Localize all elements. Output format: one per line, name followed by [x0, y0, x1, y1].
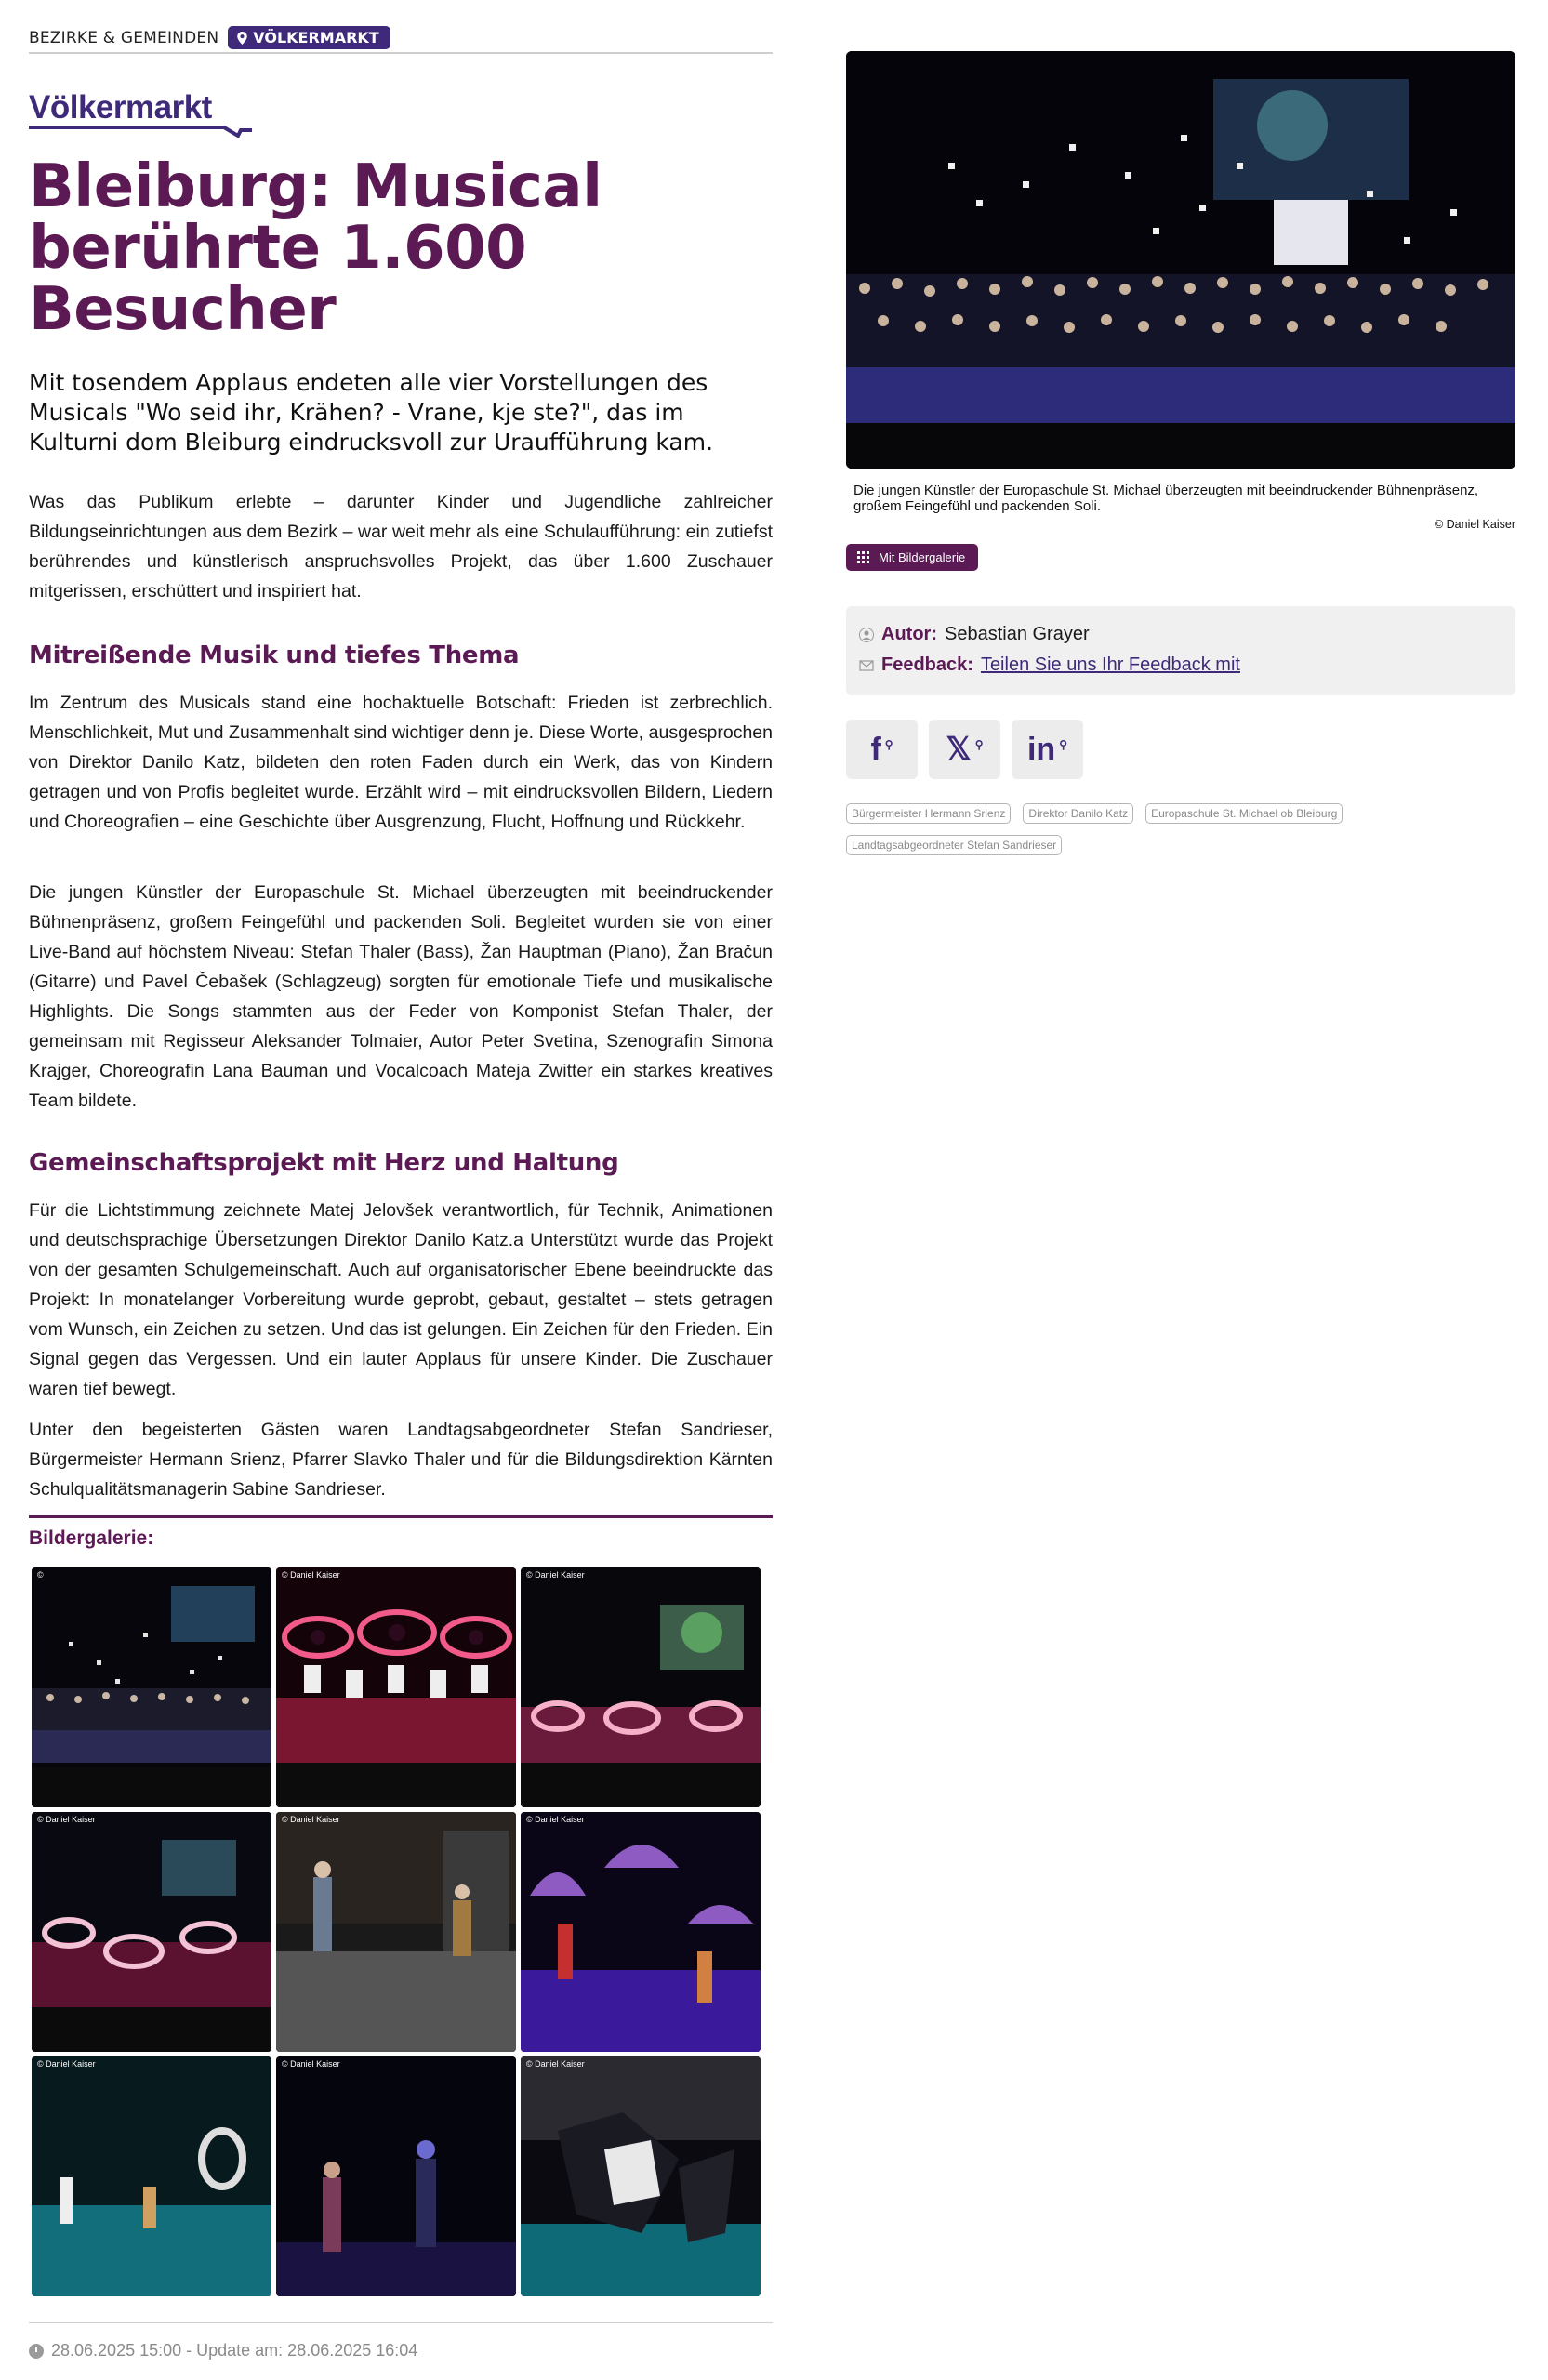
image-gallery [32, 1567, 761, 2296]
sidebar-column [846, 51, 1515, 855]
open-gallery-button[interactable] [846, 544, 978, 571]
photo-credit: © Daniel Kaiser [526, 1815, 585, 1824]
tag[interactable]: Europaschule St. Michael ob Bleiburg [1145, 803, 1343, 824]
gallery-thumbnail[interactable] [32, 1567, 271, 1807]
location-badge-label: VÖLKERMARKT [253, 29, 379, 46]
photo-credit: © Daniel Kaiser [282, 1815, 340, 1824]
stage-photo [846, 51, 1515, 469]
photo-credit: © Daniel Kaiser [37, 1815, 96, 1824]
gallery-thumbnail[interactable] [32, 2056, 271, 2296]
stage-photo [521, 1812, 761, 2052]
linkedin-icon: in [1026, 731, 1056, 767]
photo-credit: © [37, 1570, 44, 1580]
gallery-thumbnail[interactable] [276, 1567, 516, 1807]
stage-photo [276, 2056, 516, 2296]
paragraph: Was das Publikum erlebte – darunter Kinder und Jugendliche zahlreicher Bildungseinrichtungen aus dem Bezirk – war weit mehr als eine Schulaufführung: ein zutiefst berührendes und künstlerisch anspruchsvolles Projekt, das über 1.600 Zuschauer mitgerissen, erschüttert und inspiriert hat. [29, 492, 773, 602]
paragraph: Die jungen Künstler der Europaschule St. Michael überzeugten mit beeindruckender Bühnenpräsenz, großem Feingefühl und packenden Soli. Begleitet wurden sie von einer Live-Band auf höchstem Niveau: Stefan Thaler (Bass), Žan Hauptman (Piano), Žan Bračun (Gitarre) und Pavel Čebašek (Schlagzeug) sorgten für emotionale Tiefe und musikalische Highlights. Die Songs stammten aus der Feder von Komponist Stefan Thaler, der gemeinsam mit Regisseur Aleksander Tolmaier, Autor Peter Svetina, Szenografin Simona Krajger, Choreografin Lana Bauman und Vocalcoach Mateja Zwitter ein starkes kreatives Team bildete. [29, 882, 773, 1111]
header-divider [29, 52, 773, 54]
stage-photo [32, 2056, 271, 2296]
x-icon: 𝕏 [946, 732, 972, 767]
open-gallery-label: Mit Bildergalerie [879, 550, 966, 564]
article-lead: Mit tosendem Applaus endeten alle vier Vorstellungen des Musicals "Wo seid ihr, Krähen? - Vrane, kje ste?", das im Kulturni dom Bleiburg eindrucksvoll zur Uraufführung kam. [29, 369, 714, 456]
link-icon: ⚲ [1059, 738, 1067, 751]
user-icon [859, 628, 874, 642]
stage-photo [32, 1567, 271, 1807]
feedback-label: Feedback: [881, 654, 973, 675]
hero-credit: © Daniel Kaiser [1434, 518, 1515, 531]
gallery-thumbnail[interactable] [521, 2056, 761, 2296]
stage-photo [521, 1567, 761, 1807]
facebook-icon: f [870, 731, 881, 767]
paragraph: Für die Lichtstimmung zeichnete Matej Jelovšek verantwortlich, für Technik, Animationen und deutschsprachige Übersetzungen Direktor Danilo Katz.a Unterstützt wurde das Projekt von der gesamten Schulgemeinschaft. Auch auf organisatorischer Ebene beeindruckte das Projekt: In monatelanger Vorbereitung wurde geprobt, gebaut, gestaltet – stets getragen vom Wunsch, ein Zeichen zu setzen. Und das ist gelungen. Ein Zeichen für den Frieden. Ein Signal gegen das Vergessen. Und ein lauter Applaus für unsere Kinder. Die Zuschauer waren tief bewegt. [29, 1200, 773, 1399]
share-facebook-button[interactable] [846, 720, 918, 779]
stage-photo [276, 1812, 516, 2052]
tag[interactable]: Bürgermeister Hermann Srienz [846, 803, 1011, 824]
region-logo[interactable] [29, 89, 252, 138]
article-title: Bleiburg: Musical berührte 1.600 Besucher [29, 152, 602, 344]
paragraph: Unter den begeisterten Gästen waren Landtagsabgeordneter Stefan Sandrieser, Bürgermeister Hermann Srienz, Pfarrer Slavko Thaler und für die Bildungsdirektion Kärnten Schulqualitätsmanagerin Sabine Sandrieser. [29, 1420, 773, 1500]
tag[interactable]: Landtagsabgeordneter Stefan Sandrieser [846, 835, 1062, 855]
feedback-link[interactable]: Teilen Sie uns Ihr Feedback mit [980, 654, 1240, 675]
footer-divider [29, 2322, 773, 2323]
share-linkedin-button[interactable] [1012, 720, 1083, 779]
location-badge[interactable] [228, 26, 390, 49]
stage-photo [32, 1812, 271, 2052]
author-box [846, 606, 1515, 695]
share-x-button[interactable] [929, 720, 1000, 779]
gallery-heading: Bildergalerie: [29, 1527, 154, 1549]
grid-icon [857, 551, 869, 563]
publish-date-text: 28.06.2025 15:00 - Update am: 28.06.2025 16:04 [51, 2341, 418, 2360]
photo-credit: © Daniel Kaiser [282, 2059, 340, 2069]
logo-underline-swoosh [29, 125, 252, 138]
share-bar [846, 720, 1515, 779]
tag[interactable]: Direktor Danilo Katz [1023, 803, 1133, 824]
photo-credit: © Daniel Kaiser [37, 2059, 96, 2069]
stage-photo [276, 1567, 516, 1807]
breadcrumb [29, 26, 390, 49]
gallery-thumbnail[interactable] [276, 1812, 516, 2052]
map-pin-icon [237, 32, 247, 45]
paragraph: Im Zentrum des Musicals stand eine hochaktuelle Botschaft: Frieden ist zerbrechlich. Menschlichkeit, Mut und Zusammenhalt sind wichtiger denn je. Diese Worte, ausgesprochen von Direktor Danilo Katz, bildeten den roten Faden durch ein Werk, das von Kindern getragen und von Profis begleitet wurde. Erzählt wird – mit eindrucksvollen Bildern, Liedern und Choreografien – eine Geschichte über Ausgrenzung, Flucht, Hoffnung und Rückkehr. [29, 693, 773, 832]
hero-image[interactable] [846, 51, 1515, 469]
gallery-thumbnail[interactable] [521, 1812, 761, 2052]
photo-credit: © Daniel Kaiser [282, 1570, 340, 1580]
author-row [859, 619, 1502, 650]
link-icon: ⚲ [884, 738, 893, 751]
gallery-thumbnail[interactable] [32, 1812, 271, 2052]
link-icon: ⚲ [974, 738, 984, 751]
breadcrumb-section[interactable]: BEZIRKE & GEMEINDEN [29, 28, 219, 47]
photo-credit: © Daniel Kaiser [526, 2059, 585, 2069]
tag-list [846, 803, 1478, 855]
gallery-thumbnail[interactable] [276, 2056, 516, 2296]
author-name[interactable]: Sebastian Grayer [944, 624, 1090, 644]
region-logo-text: Völkermarkt [29, 89, 212, 126]
mail-icon [859, 658, 874, 673]
gallery-thumbnail[interactable] [521, 1567, 761, 1807]
photo-credit: © Daniel Kaiser [526, 1570, 585, 1580]
publish-date [29, 2341, 417, 2360]
author-label: Autor: [881, 624, 937, 644]
section-heading: Mitreißende Musik und tiefes Thema [29, 641, 520, 669]
gallery-divider [29, 1515, 773, 1518]
hero-caption: Die jungen Künstler der Europaschule St. Michael überzeugten mit beeindruckender Bühnenpräsenz, großem Feingefühl und packenden Soli. [853, 483, 1479, 514]
clock-icon [29, 2344, 44, 2359]
feedback-row [859, 650, 1502, 681]
stage-photo [521, 2056, 761, 2296]
section-heading: Gemeinschaftsprojekt mit Herz und Haltung [29, 1149, 619, 1177]
